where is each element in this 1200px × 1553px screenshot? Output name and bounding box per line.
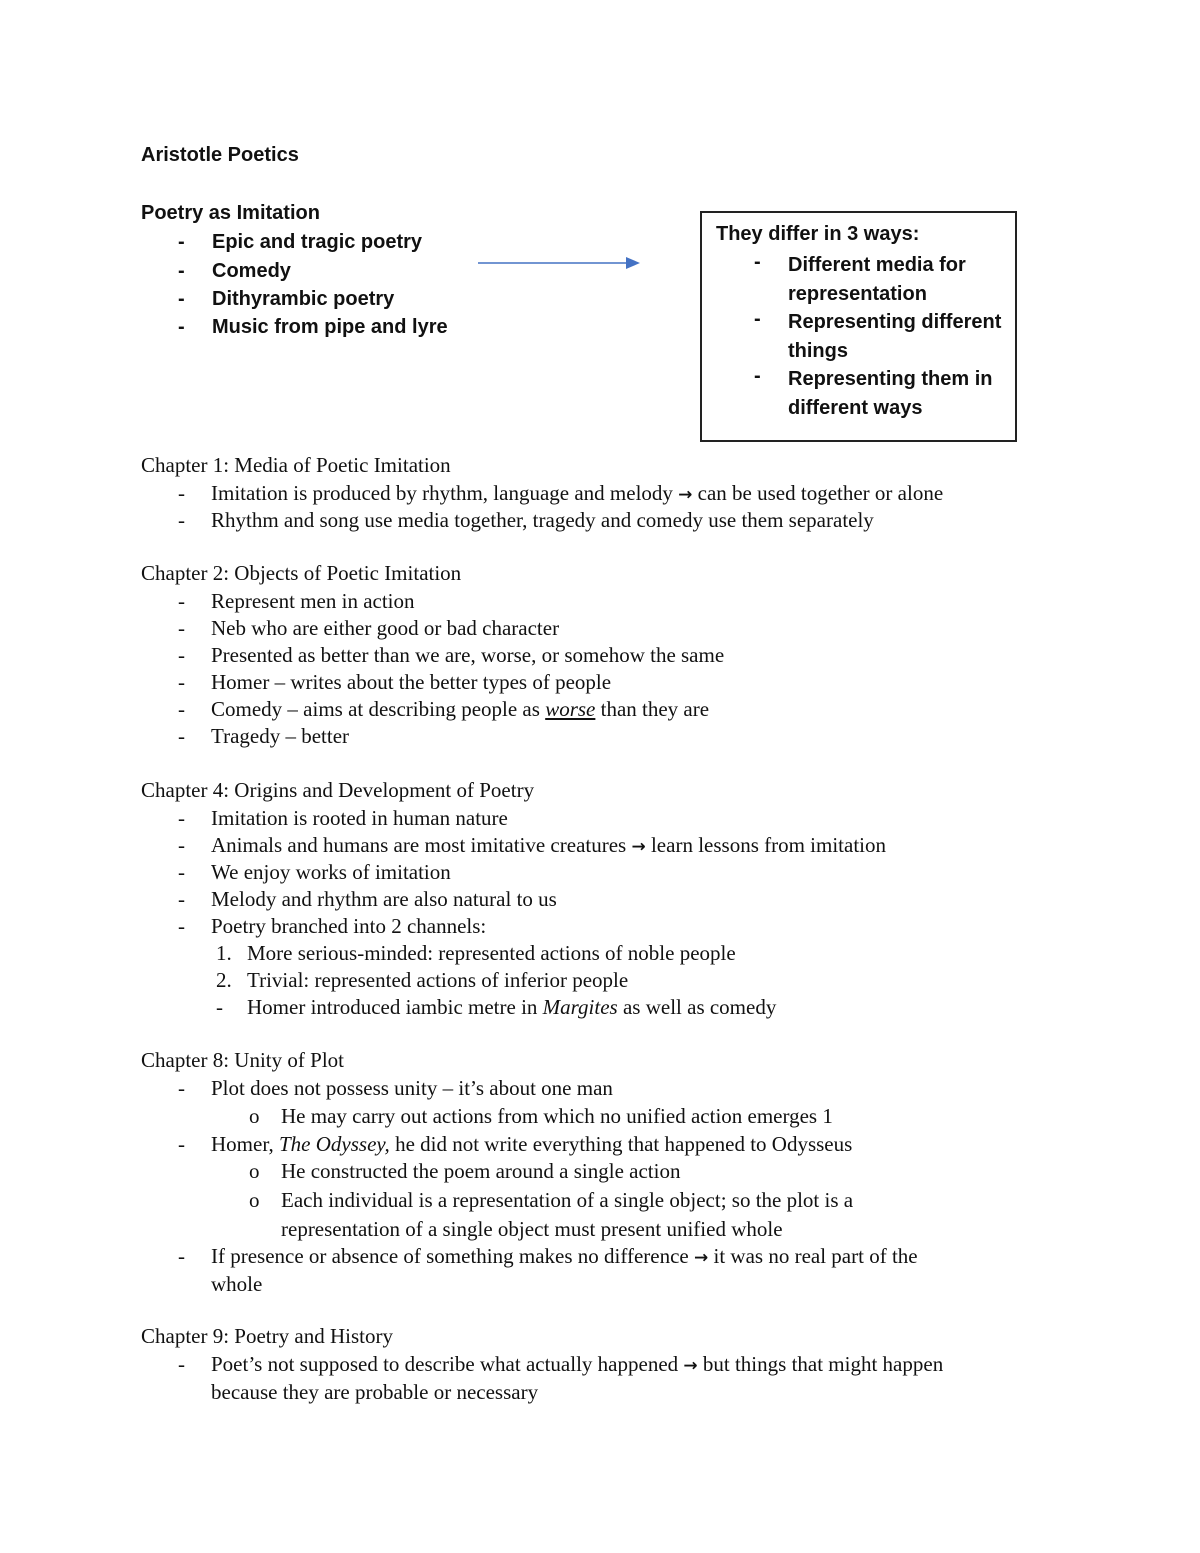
dash-bullet: - bbox=[754, 251, 761, 273]
list-item-text: Comedy – aims at describing people as bbox=[211, 697, 540, 721]
arrow-right-icon bbox=[478, 254, 643, 272]
list-item-text: Each individual is a representation of a single object; so the plot is a bbox=[281, 1188, 854, 1212]
list-item-text: Homer, bbox=[211, 1132, 274, 1156]
dash-bullet: - bbox=[178, 806, 185, 830]
list-item-text: Poetry branched into 2 channels: bbox=[211, 914, 487, 938]
list-item-text: Presented as better than we are, worse, or somehow the same bbox=[211, 643, 725, 667]
list-item-text: Homer introduced iambic metre in bbox=[247, 995, 538, 1019]
dash-bullet: - bbox=[178, 508, 185, 532]
list-item-text: Melody and rhythm are also natural to us bbox=[211, 887, 557, 911]
list-item-text: learn lessons from imitation bbox=[650, 833, 887, 857]
list-item-text: because they are probable or necessary bbox=[211, 1380, 539, 1404]
list-item-text: Different media for representation bbox=[788, 254, 966, 305]
list-item-text: If presence or absence of something makes no difference bbox=[211, 1244, 689, 1268]
dash-bullet: - bbox=[216, 995, 223, 1019]
text-box-title: They differ in 3 ways: bbox=[716, 223, 920, 245]
dash-bullet: - bbox=[178, 860, 185, 884]
list-item-text: than they are bbox=[600, 697, 710, 721]
list-item-text: representation of a single object must present unified whole bbox=[281, 1217, 783, 1241]
arrow-icon: → bbox=[631, 837, 646, 857]
dash-bullet: - bbox=[754, 365, 761, 387]
chapter-heading: Chapter 2: Objects of Poetic Imitation bbox=[141, 561, 462, 585]
dash-bullet: - bbox=[178, 697, 185, 721]
number-marker: 1. bbox=[216, 941, 232, 965]
list-item-text: it was no real part of the bbox=[713, 1244, 918, 1268]
number-marker: 2. bbox=[216, 968, 232, 992]
dash-bullet: - bbox=[178, 316, 185, 338]
list-item-text: He may carry out actions from which no unified action emerges 1 bbox=[281, 1104, 833, 1128]
list-item-text: Representing them in different ways bbox=[788, 368, 993, 419]
list-item-text: Tragedy – better bbox=[211, 724, 350, 748]
list-item-text: Imitation is produced by rhythm, language and melody bbox=[211, 481, 673, 505]
chapter-heading: Chapter 1: Media of Poetic Imitation bbox=[141, 453, 451, 477]
dash-bullet: - bbox=[178, 616, 185, 640]
text-box-differences bbox=[700, 211, 1017, 442]
document-title: Aristotle Poetics bbox=[141, 144, 299, 166]
list-item-text: he did not write everything that happened to Odysseus bbox=[395, 1132, 853, 1156]
dash-bullet: - bbox=[178, 1076, 185, 1100]
list-item-text: Imitation is rooted in human nature bbox=[211, 806, 508, 830]
chapter-heading: Chapter 9: Poetry and History bbox=[141, 1324, 393, 1348]
circle-bullet-icon: o bbox=[249, 1188, 260, 1212]
list-item-text: Rhythm and song use media together, tragedy and comedy use them separately bbox=[211, 508, 874, 532]
dash-bullet: - bbox=[178, 724, 185, 748]
list-item-text: Trivial: represented actions of inferior people bbox=[247, 968, 629, 992]
list-item-text: Epic and tragic poetry bbox=[212, 231, 423, 253]
dash-bullet: - bbox=[178, 589, 185, 613]
dash-bullet: - bbox=[178, 1352, 185, 1376]
list-item-text: as well as comedy bbox=[622, 995, 777, 1019]
dash-bullet: - bbox=[178, 887, 185, 911]
arrow-icon: → bbox=[683, 1356, 698, 1376]
list-item-text: Comedy bbox=[212, 260, 291, 282]
circle-bullet-icon: o bbox=[249, 1104, 260, 1128]
dash-bullet: - bbox=[178, 670, 185, 694]
dash-bullet: - bbox=[178, 481, 185, 505]
list-item-text: More serious-minded: represented actions of noble people bbox=[247, 941, 736, 965]
dash-bullet: - bbox=[178, 260, 185, 282]
circle-bullet-icon: o bbox=[249, 1159, 260, 1183]
list-item-text: whole bbox=[211, 1272, 263, 1296]
list-item-text: can be used together or alone bbox=[697, 481, 944, 505]
chapter-heading: Chapter 8: Unity of Plot bbox=[141, 1048, 344, 1072]
list-item-text: Animals and humans are most imitative creatures bbox=[211, 833, 627, 857]
list-item-text: Dithyrambic poetry bbox=[212, 288, 395, 310]
dash-bullet: - bbox=[178, 288, 185, 310]
list-item-text: Representing different things bbox=[788, 311, 1002, 362]
dash-bullet: - bbox=[178, 1132, 185, 1156]
list-item-text: We enjoy works of imitation bbox=[211, 860, 451, 884]
arrow-icon: → bbox=[678, 485, 693, 505]
intro-heading: Poetry as Imitation bbox=[141, 202, 320, 224]
list-item-text: Music from pipe and lyre bbox=[212, 316, 448, 338]
emphasis-text: The Odyssey, bbox=[278, 1132, 390, 1156]
list-item-text: Plot does not possess unity – it’s about one man bbox=[211, 1076, 613, 1100]
list-item-text: He constructed the poem around a single action bbox=[281, 1159, 681, 1183]
dash-bullet: - bbox=[178, 1244, 185, 1268]
dash-bullet: - bbox=[178, 914, 185, 938]
list-item-text: Neb who are either good or bad character bbox=[211, 616, 560, 640]
list-item-text: but things that might happen bbox=[702, 1352, 944, 1376]
chapter-heading: Chapter 4: Origins and Development of Poetry bbox=[141, 778, 535, 802]
dash-bullet: - bbox=[754, 308, 761, 330]
list-item-text: Poet’s not supposed to describe what actually happened bbox=[211, 1352, 679, 1376]
dash-bullet: - bbox=[178, 643, 185, 667]
list-item-text: Homer – writes about the better types of people bbox=[211, 670, 612, 694]
emphasis-text: worse bbox=[545, 697, 596, 721]
arrow-icon: → bbox=[694, 1248, 709, 1268]
dash-bullet: - bbox=[178, 833, 185, 857]
emphasis-text: Margites bbox=[542, 995, 618, 1019]
list-item-text: Represent men in action bbox=[211, 589, 415, 613]
dash-bullet: - bbox=[178, 231, 185, 253]
